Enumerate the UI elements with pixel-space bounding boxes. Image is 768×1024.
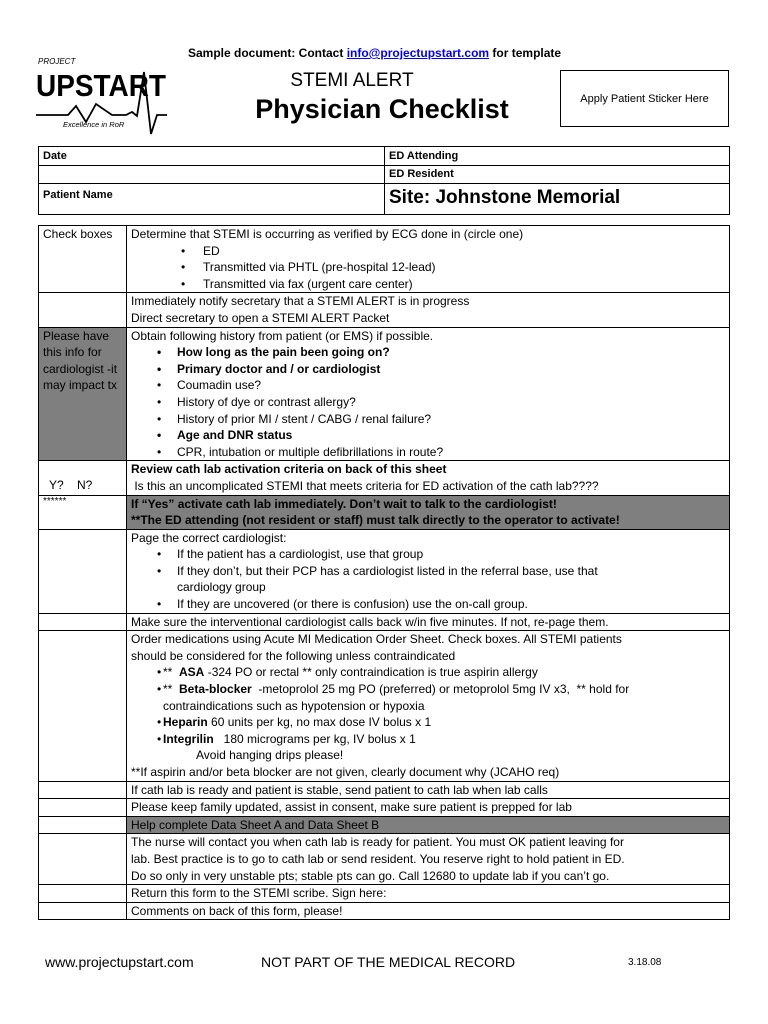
sign-here-cell[interactable]: Return this form to the STEMI scribe. Sign here:	[127, 885, 730, 903]
list-item-continued: cardiology group	[177, 580, 266, 595]
date-field[interactable]	[39, 147, 385, 166]
row-text: Do so only in very unstable pts; stable pts can go. Call 12680 to update lab if you can’t go.	[131, 868, 610, 883]
list-item-integrilin: • Integrilin 180 micrograms per kg, IV bolus x 1	[131, 731, 725, 748]
date-field-continued[interactable]	[39, 166, 385, 184]
row-text-bold: If “Yes” activate cath lab immediately. Don’t wait to talk to the cardiologist!	[131, 496, 557, 511]
list-item: • Primary doctor and / or cardiologist	[131, 361, 725, 378]
list-item: • How long as the pain been going on?	[131, 344, 725, 361]
patient-name-label: Patient Name	[43, 189, 113, 201]
check-cell[interactable]	[39, 885, 127, 903]
sticker-label: Apply Patient Sticker Here	[580, 92, 709, 105]
row-text-bold: Review cath lab activation criteria on back of this sheet	[131, 462, 447, 477]
row-text-bold: **The ED attending (not resident or staff) must talk directly to the operator to activate!	[131, 513, 620, 528]
documentation-note: **If aspirin and/or beta blocker are not given, clearly document why (JCAHO req)	[131, 765, 560, 779]
check-cell[interactable]	[39, 902, 127, 920]
site-label: Site: Johnstone Memorial	[389, 187, 621, 208]
table-row	[39, 293, 730, 327]
patient-name-field[interactable]	[39, 184, 385, 215]
list-item-heparin: • Heparin 60 units per kg, no max dose IV bolus x 1	[131, 714, 725, 731]
list-item: • Age and DNR status	[131, 427, 725, 444]
list-item-beta-blocker: • ** Beta-blocker -metoprolol 25 mg PO (preferred) or metoprolol 5mg IV x3, ** hold for	[131, 681, 725, 698]
list-item: • History of dye or contrast allergy?	[131, 394, 725, 411]
table-row	[39, 885, 730, 903]
footer-website: www.projectupstart.com	[45, 954, 194, 970]
table-row	[39, 613, 730, 631]
table-row	[39, 816, 730, 834]
order-medications-cell	[127, 631, 730, 781]
checklist-table	[38, 225, 730, 920]
sample-text: Sample document: Contact	[188, 46, 347, 60]
list-item: • If they don’t, but their PCP has a cardiologist listed in the referral base, use that	[131, 563, 725, 580]
table-row	[39, 799, 730, 817]
contact-email-link[interactable]: info@projectupstart.com	[346, 46, 490, 60]
check-cell[interactable]	[39, 799, 127, 817]
site-cell	[385, 184, 730, 215]
table-row	[39, 226, 730, 293]
logo-project-text: PROJECT	[38, 57, 76, 66]
row-text: Page the correct cardiologist:	[131, 530, 287, 545]
list-item: • Coumadin use?	[131, 377, 725, 394]
row-text: Is this an uncomplicated STEMI that meets criteria for ED activation of the cath lab????	[131, 478, 599, 493]
cath-lab-criteria-cell	[127, 461, 730, 495]
footer-version: 3.18.08	[628, 957, 662, 968]
row-text: Order medications using Acute MI Medication Order Sheet. Check boxes. All STEMI patients	[131, 632, 622, 647]
table-row	[39, 327, 730, 461]
row-text: Direct secretary to open a STEMI ALERT Packet	[131, 310, 390, 325]
page-cardiologist-cell	[127, 529, 730, 613]
table-row	[39, 495, 730, 529]
patient-sticker-box	[560, 70, 729, 127]
list-item: • Transmitted via PHTL (pre-hospital 12-lead)	[131, 259, 725, 276]
check-cell[interactable]	[39, 631, 127, 781]
patient-history-cell	[127, 327, 730, 461]
comments-cell: Comments on back of this form, please!	[127, 902, 730, 920]
ed-resident-field[interactable]	[385, 166, 730, 184]
row-text: Determine that STEMI is occurring as verified by ECG done in (circle one)	[131, 227, 524, 241]
check-cell[interactable]	[39, 816, 127, 834]
ed-resident-label: ED Resident	[389, 168, 454, 180]
ed-attending-field[interactable]	[385, 147, 730, 166]
sample-text-end: for template	[489, 46, 562, 60]
row-text: Immediately notify secretary that a STEMI ALERT is in progress	[131, 294, 470, 309]
list-item-continued: contraindications such as hypotension or hypoxia	[163, 698, 425, 713]
activate-cath-lab-cell	[127, 495, 730, 529]
list-item-asa: • ** ASA -324 PO or rectal ** only contraindication is true aspirin allergy	[131, 664, 725, 681]
title-physician-checklist: Physician Checklist	[255, 94, 509, 124]
list-item: • Transmitted via fax (urgent care center)	[131, 276, 725, 293]
stars-cell: ******	[39, 495, 127, 529]
yes-no-cell[interactable]: Y? N?	[39, 461, 127, 495]
row-text: The nurse will contact you when cath lab is ready for patient. You must OK patient leaving for	[131, 835, 624, 850]
notify-secretary-cell	[127, 293, 730, 327]
logo-tagline: Excellence in RoR	[63, 120, 125, 129]
title-stemi-alert: STEMI ALERT	[290, 70, 414, 91]
table-row	[39, 461, 730, 495]
list-item: • CPR, intubation or multiple defibrillations in route?	[131, 444, 725, 461]
table-row	[39, 834, 730, 885]
logo-name-text: UPSTART	[36, 68, 167, 103]
ecg-verification-cell	[127, 226, 730, 293]
row-text: lab. Best practice is to go to cath lab or send resident. You reserve right to hold patient in ED.	[131, 851, 625, 866]
callback-cell: Make sure the interventional cardiologist calls back w/in five minutes. If not, re-page them.	[127, 613, 730, 631]
cardiologist-info-note: Please have this info for cardiologist -it may impact tx	[39, 327, 127, 461]
list-item: • If they are uncovered (or there is confusion) use the on-call group.	[131, 596, 725, 613]
date-label: Date	[43, 150, 67, 162]
check-cell[interactable]	[39, 613, 127, 631]
table-row	[39, 529, 730, 613]
check-cell[interactable]	[39, 293, 127, 327]
list-item: • If the patient has a cardiologist, use that group	[131, 546, 725, 563]
check-cell[interactable]	[39, 834, 127, 885]
check-boxes-cell[interactable]: Check boxes	[39, 226, 127, 293]
check-cell[interactable]	[39, 529, 127, 613]
nurse-contact-cell	[127, 834, 730, 885]
ed-attending-label: ED Attending	[389, 150, 459, 162]
list-item: • History of prior MI / stent / CABG / renal failure?	[131, 411, 725, 428]
table-row	[39, 631, 730, 781]
row-text: should be considered for the following unless contraindicated	[131, 648, 456, 663]
sample-notice	[188, 46, 561, 60]
row-text: Obtain following history from patient (or EMS) if possible.	[131, 328, 434, 343]
family-updated-cell: Please keep family updated, assist in consent, make sure patient is prepped for lab	[127, 799, 730, 817]
table-row	[39, 902, 730, 920]
table-row	[39, 781, 730, 799]
send-patient-cell: If cath lab is ready and patient is stable, send patient to cath lab when lab calls	[127, 781, 730, 799]
check-cell[interactable]	[39, 781, 127, 799]
data-sheet-cell: Help complete Data Sheet A and Data Sheet B	[127, 816, 730, 834]
patient-info-table	[38, 146, 730, 215]
footer-notice: NOT PART OF THE MEDICAL RECORD	[261, 954, 516, 970]
list-item: • ED	[131, 243, 725, 260]
avoid-drips-note: Avoid hanging drips please!	[196, 748, 344, 763]
